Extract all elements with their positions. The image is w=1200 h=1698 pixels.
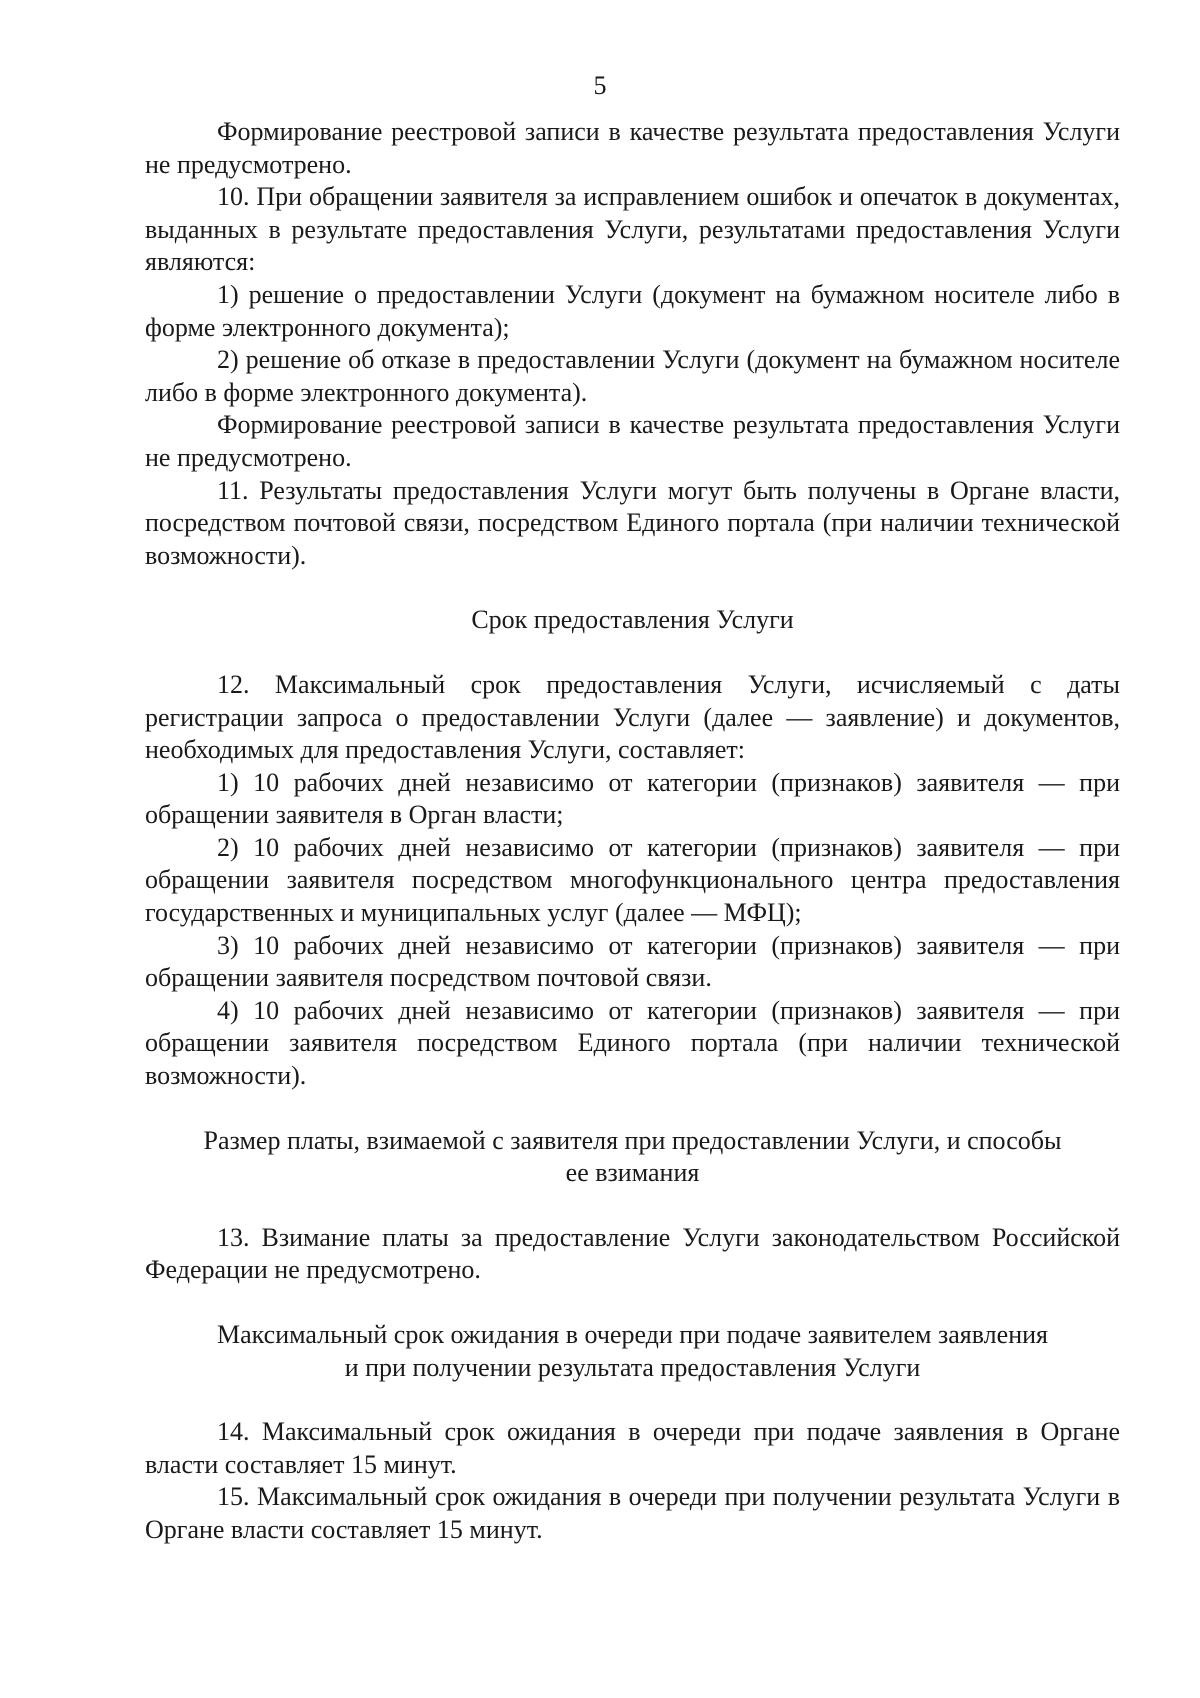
section-heading-fee-line2: ее взимания bbox=[565, 1158, 700, 1188]
section-heading-term: Срок предоставления Услуги bbox=[471, 605, 794, 635]
paragraph: Формирование реестровой записи в качестве результата предоставления Услуги не предусмотрено. bbox=[145, 117, 1120, 179]
paragraph: 15. Максимальный срок ожидания в очереди при получении результата Услуги в Органе власти составляет 15 минут. bbox=[145, 1482, 1120, 1544]
paragraph: 1) решение о предоставлении Услуги (документ на бумажном носителе либо в форме электронного документа); bbox=[145, 279, 1120, 342]
paragraph: 4) 10 рабочих дней независимо от категории (признаков) заявителя — при обращении заявителя посредством Единого портала (при наличии технической возможности). bbox=[145, 995, 1120, 1091]
paragraph: 11. Результаты предоставления Услуги могут быть получены в Органе власти, посредством почтовой связи, посредством Единого портала (при наличии технической возможности). bbox=[145, 475, 1120, 570]
paragraph: 10. При обращении заявителя за исправлением ошибок и опечаток в документах, выданных в результате предоставления Услуги, результатами предоставления Услуги являются: bbox=[145, 182, 1120, 277]
page-number: 5 bbox=[593, 71, 607, 100]
document-body bbox=[145, 116, 1120, 1547]
paragraph: 3) 10 рабочих дней независимо от категории (признаков) заявителя — при обращении заявителя посредством почтовой связи. bbox=[145, 930, 1120, 993]
section-heading-queue-line2: и при получении результата предоставления Услуги bbox=[344, 1352, 921, 1382]
paragraph: 12. Максимальный срок предоставления Услуги, исчисляемый с даты регистрации запроса о предоставлении Услуги (далее — заявление) и документов, необходимых для предоставления Услуги, составляет: bbox=[145, 669, 1120, 765]
paragraph: 2) решение об отказе в предоставлении Услуги (документ на бумажном носителе либо в форме электронного документа). bbox=[145, 345, 1120, 407]
paragraph: 13. Взимание платы за предоставление Услуги законодательством Российской Федерации не предусмотрено. bbox=[145, 1222, 1120, 1285]
section-heading-queue-line1: Максимальный срок ожидания в очереди при подаче заявителем заявления bbox=[217, 1320, 1048, 1349]
section-heading-queue bbox=[145, 1319, 1120, 1384]
paragraph: 14. Максимальный срок ожидания в очереди при подаче заявления в Органе власти составляет 15 минут. bbox=[145, 1417, 1120, 1479]
paragraph: 2) 10 рабочих дней независимо от категории (признаков) заявителя — при обращении заявителя посредством многофункционального центра предоставления государственных и муниципальных услуг (далее — МФЦ); bbox=[145, 832, 1120, 928]
paragraph: Формирование реестровой записи в качестве результата предоставления Услуги не предусмотрено. bbox=[145, 410, 1120, 472]
section-heading-fee-line1: Размер платы, взимаемой с заявителя при предоставлении Услуги, и способы bbox=[203, 1125, 1062, 1155]
section-heading-fee bbox=[145, 1125, 1120, 1190]
paragraph: 1) 10 рабочих дней независимо от категории (признаков) заявителя — при обращении заявителя в Орган власти; bbox=[145, 767, 1120, 830]
